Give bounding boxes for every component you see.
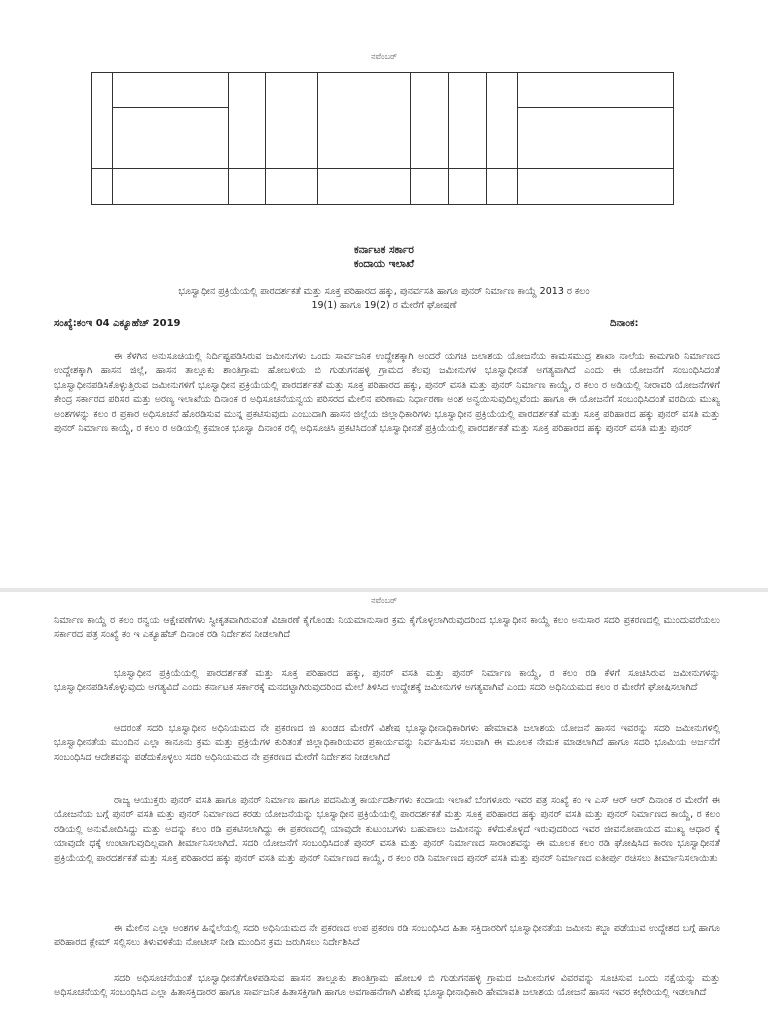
schedule-table — [91, 72, 674, 205]
body-paragraph-text: ರಾಜ್ಯ ಆಯುಕ್ತರು ಪುನರ್ ವಸತಿ ಹಾಗೂ ಪುನರ್ ನಿರ್ಮಾಣ ಹಾಗೂ ಪದನಿಮಿತ್ತ ಕಾರ್ಯದರ್ಶಿಗಳು ಕಂದಾಯ ಇಲಾಖೆ ಬೆಂಗಳೂರು ಇವರ ಪತ್ರ ಸಂಖ್ಯೆ ಕಂ ಇ ಎಸ್ ಆರ್ ಆರ್ ದಿನಾಂಕ ರ ಮೇರೆಗೆ ಈ ಯೋಜನೆಯ ಬಗ್ಗೆ ಪುನರ್ ವಸತಿ ಮತ್ತು ಪುನರ್ ನಿರ್ಮಾಣದ ಕರಡು ಯೋಜನೆಯನ್ನು ಭೂಸ್ವಾಧೀನ ಪ್ರಕ್ರಿಯೆಯಲ್ಲಿ ಪಾರದರ್ಶಕತೆ ಮತ್ತು ಸೂಕ್ತ ಪರಿಹಾರದ ಹಕ್ಕು ಪುನರ್ ವಸತಿ ಮತ್ತು ಪುನರ್ ನಿರ್ಮಾಣದ ಕಾಯ್ದೆ, ರ ಕಲಂ ರಡಿಯಲ್ಲಿ ಅನುಮೋದಿಸಿದ್ದು ಮತ್ತು ಅದನ್ನು ಕಲಂ ರಡಿ ಪ್ರಕಟಿಸಲಾಗಿದ್ದು ಈ ಪ್ರಕರಣದಲ್ಲಿ ಯಾವುದೇ ಕುಟುಂಬಗಳು ಬಹುಪಾಲು ಜಮೀನನ್ನು ಕಳೆದುಕೊಳ್ಳದೆ ಇರುವುದರಿಂದ ಇವರ ಜೀವನೋಪಾಯದ ಮುಖ್ಯ ಆಧಾರ ಕ್ಕೆ ಯಾವುದೇ ಧಕ್ಕೆ ಉಂಟಾಗುವುದಿಲ್ಲವಾಗಿ ತೀರ್ಮಾನಿಸಲಾಗಿದೆ. ಸದರಿ ಯೋಜನೆಗೆ ಸಂಬಂಧಿಸಿದಂತೆ ಪುನರ್ ವಸತಿ ಮತ್ತು ಪುನರ್ ನಿರ್ಮಾಣದ ಸಾರಾಂಶವನ್ನು ಈ ಮೂಲಕ ಕಲಂ ರಡಿ ಘೋಷಿಸಿದ ಕಾರಣ ಭೂಸ್ವಾಧೀನತೆ ಪ್ರಕ್ರಿಯೆಯಲ್ಲಿ ಪಾರದರ್ಶಕತೆ ಮತ್ತು ಸೂಕ್ತ ಪರಿಹಾರದ ಹಕ್ಕು ಪುನರ್ ವಸತಿ ಮತ್ತು ಪುನರ್ ನಿರ್ಮಾಣದ ಕಾಯ್ದೆ, ರ ಕಲಂ ರಡಿ ನಿರ್ಮಾಣದ ಪುನರ್ ವಸತಿ ಮತ್ತು ಪುನರ್ ನಿರ್ಮಾಣದ ಐತೀರ್ಪು ರಚಿಸಲು ತೀರ್ಮಾನಿಸಲಾಯಿತು — [54, 795, 720, 864]
page-header: ನವೆಂಬರ್ — [371, 596, 397, 605]
table-divider — [112, 107, 228, 108]
body-paragraph-text: ಭೂಸ್ವಾಧೀನ ಪ್ರಕ್ರಿಯೆಯಲ್ಲಿ ಪಾರದರ್ಶಕತೆ ಮತ್ತು ಸೂಕ್ತ ಪರಿಹಾರದ ಹಕ್ಕು, ಪುನರ್ ವಸತಿ ಮತ್ತು ಪುನರ್ ನಿರ್ಮಾಣ ಕಾಯ್ದೆ, ರ ಕಲಂ ರಡಿ ಕೆಳಗೆ ಸೂಚಿಸಿರುವ ಜಮೀನುಗಳನ್ನು ಭೂಸ್ವಾಧೀನಪಡಿಸಿಕೊಳ್ಳುವುದು ಅಗತ್ಯವಿದೆ ಎಂದು ಕರ್ನಾಟಕ ಸರ್ಕಾರಕ್ಕೆ ಮನದಟ್ಟಾಗಿರುವುದರಿಂದ ಮೇಲೆ ತಿಳಿಸಿದ ಉದ್ದೇಶಕ್ಕೆ ಜಮೀನುಗಳ ಅಗತ್ಯವಾಗಿವೆ ಎಂದು ಸದರಿ ಅಧಿನಿಯಮದ ಕಲಂ ರ ಮೇರೆಗೆ ಘೋಷಿಸಲಾಗಿದೆ — [54, 668, 720, 694]
body-paragraph — [54, 922, 720, 951]
table-divider — [265, 73, 266, 204]
table-divider — [92, 168, 673, 169]
body-paragraph — [54, 350, 720, 436]
notification-subtitle-line2: 19(1) ಹಾಗೂ 19(2) ರ ಮೇರೆಗೆ ಘೋಷಣೆ — [311, 300, 457, 311]
body-paragraph-text: ಈ ಕೆಳಗಿನ ಅನುಸೂಚಿಯಲ್ಲಿ ನಿರ್ದಿಷ್ಟಪಡಿಸಿರುವ ಜಮೀನುಗಳು ಒಂದು ಸಾರ್ವಜನಿಕ ಉದ್ದೇಶಕ್ಕಾಗಿ ಅಂದರೆ ಯಗಚಿ ಜಲಾಶಯ ಯೋಜನೆಯ ಕಾಮಸಮುದ್ರ ಶಾಖಾ ನಾಲೆಯ ಕಾಮಗಾರಿ ನಿರ್ಮಾಣದ ಉದ್ದೇಶಕ್ಕಾಗಿ ಹಾಸನ ಜಿಲ್ಲೆ, ಹಾಸನ ತಾಲ್ಲೂಕು ಶಾಂತಿಗ್ರಾಮ ಹೋಬಳಿಯ ಬಿ ಗುಡುಗನಹಳ್ಳಿ ಗ್ರಾಮದ ಕೆಲವು ಜಮೀನುಗಳ ಭೂಸ್ವಾಧೀನತೆ ಅಗತ್ಯವಾಗಿದೆ ಎಂದು ಈ ಯೋಜನೆಗೆ ಸಂಬಂಧಿಸಿದಂತೆ ಭೂಸ್ವಾಧೀನಪಡಿಸಿಕೊಳ್ಳುತ್ತಿರುವ ಜಮೀನುಗಳಿಗೆ ಭೂಸ್ವಾಧೀನ ಪ್ರಕ್ರಿಯೆಯಲ್ಲಿ ಪಾರದರ್ಶಕತೆ ಮತ್ತು ಸೂಕ್ತ ಪರಿಹಾರದ ಹಕ್ಕು, ಪುನರ್ ವಸತಿ ಮತ್ತು ಪುನರ್ ನಿರ್ಮಾಣ ಕಾಯ್ದೆ, ರ ಕಲಂ ರ ಅಡಿಯಲ್ಲಿ ನೀರಾವರಿ ಯೋಜನೆಗಳಿಗೆ ಕೇಂದ್ರ ಸರ್ಕಾರದ ಪರಿಸರ ಮತ್ತು ಅರಣ್ಯ ಇಲಾಖೆಯ ದಿನಾಂಕ ರ ಅಧಿಸೂಚನೆಯನ್ವಯ ಪರಿಸರದ ಮೇಲಿನ ಪರಿಣಾಮ ನಿರ್ಧಾರಣಾ ಅಂಶ ಅನ್ವಯಿಸುವುದಿಲ್ಲವೆಂದು ಹಾಗೂ ಈ ಯೋಜನೆಗೆ ಸಂಬಂಧಿಸಿದಂತೆ ವರದಿಯ ಮುಖ್ಯ ಅಂಶಗಳನ್ನು ಕಲಂ ರ ಪ್ರಕಾರ ಅಧಿಸೂಚನೆ ಹೊರಡಿಸುವ ಮುನ್ನ ಪ್ರಕಟಿಸುವುದು ಎಂಬುದಾಗಿ ಹಾಸನ ಜಿಲ್ಲೆಯ ಜಿಲ್ಲಾಧಿಕಾರಿಗಳು ಭೂಸ್ವಾಧೀನ ಪ್ರಕ್ರಿಯೆಯಲ್ಲಿ ಪಾರದರ್ಶಕತೆ ಮತ್ತು ಸೂಕ್ತ ಪರಿಹಾರದ ಹಕ್ಕು ಪುನರ್ ವಸತಿ ಮತ್ತು ಪುನರ್ ನಿರ್ಮಾಣ ಕಾಯ್ದೆ, ರ ಕಲಂ ರ ಅಡಿಯಲ್ಲಿ ಕ್ರಮಾಂಕ ಭೂಸ್ವಾ ದಿನಾಂಕ ರಲ್ಲಿ ಅಧಿಸೂಚಿಸಿ ಪ್ರಕಟಿಸಿದಂತೆ ಭೂಸ್ವಾಧೀನತೆ ಪ್ರಕ್ರಿಯೆಯಲ್ಲಿ ಪಾರದರ್ಶಕತೆ ಮತ್ತು ಸೂಕ್ತ ಪರಿಹಾರದ ಹಕ್ಕು ಪುನರ್ ವಸತಿ ಮತ್ತು ಪುನರ್ — [54, 351, 720, 435]
body-paragraph-text: ಈ ಮೇಲಿನ ಎಲ್ಲಾ ಅಂಶಗಳ ಹಿನ್ನೆಲೆಯಲ್ಲಿ ಸದರಿ ಅಧಿನಿಯಮದ ನೇ ಪ್ರಕರಣದ ಉಪ ಪ್ರಕರಣ ರಡಿ ಸಂಬಂಧಿಸಿದ ಹಿತಾ ಸಕ್ತಿದಾರರಿಗೆ ಭೂಸ್ವಾಧೀನತೆಯ ಜಮೀನು ಕಬ್ಜಾ ಪಡೆಯುವ ಉದ್ದೇಶದ ಬಗ್ಗೆ ಹಾಗೂ ಪರಿಹಾರದ ಕ್ಲೇಮ್ ಸಲ್ಲಿಸಲು ತಿಳುವಳಿಕೆಯ ನೋಟೀಸ್ ನೀಡಿ ಮುಂದಿನ ಕ್ರಮ ಜರುಗಿಸಲು ನಿರ್ದೇಶಿಸಿದೆ — [54, 923, 720, 949]
table-divider — [448, 73, 449, 204]
table-divider — [517, 107, 674, 108]
body-paragraph-text: ನಿರ್ಮಾಣ ಕಾಯ್ದೆ ರ ಕಲಂ ರನ್ವಯ ಆಕ್ಷೇಪಣೆಗಳು ಸ್ವೀಕೃತವಾಗಿರುವಂತೆ ವಿಚಾರಣೆ ಕೈಗೊಂಡು ನಿಯಮಾನುಸಾರ ಕ್ರಮ ಕೈಗೊಳ್ಳಲಾಗಿರುವುದರಿಂದ ಭೂಸ್ವಾಧೀನ ಕಾಯ್ದೆ ಕಲಂ ಅನುಸಾರ ಸದರಿ ಪ್ರಕರಣದಲ್ಲಿ ಮುಂದುವರೆಯಲು ಸರ್ಕಾರದ ಪತ್ರ ಸಂಖ್ಯೆ ಕಂ ಇ ಎಕ್ಯೂಹೆಚ್ ದಿನಾಂಕ ರಡಿ ನಿರ್ದೇಶನ ನೀಡಲಾಗಿದೆ — [54, 615, 720, 641]
department-title: ಕಂದಾಯ ಇಲಾಖೆ — [353, 258, 415, 270]
body-paragraph — [54, 794, 720, 866]
table-divider — [317, 73, 318, 204]
date-label: ದಿನಾಂಕ: — [610, 318, 639, 329]
body-paragraph — [54, 614, 720, 643]
page-header: ನವೆಂಬರ್ — [371, 52, 397, 61]
body-paragraph — [54, 667, 720, 696]
table-divider — [410, 73, 411, 204]
body-paragraph-text: ಆದರಂತೆ ಸದರಿ ಭೂಸ್ವಾಧೀನ ಅಧಿನಿಯಮದ ನೇ ಪ್ರಕರಣದ ಜಿ ಖಂಡದ ಮೇರೆಗೆ ವಿಶೇಷ ಭೂಸ್ವಾಧೀನಾಧಿಕಾರಿಗಳು ಹೇಮಾವತಿ ಜಲಾಶಯ ಯೋಜನೆ ಹಾಸನ ಇವರನ್ನು ಸದರಿ ಜಮೀನುಗಳಲ್ಲಿ ಭೂಸ್ವಾಧೀನತೆಯ ಮುಂದಿನ ಎಲ್ಲಾ ಕಾನೂನು ಕ್ರಮ ಮತ್ತು ಪ್ರಕ್ರಿಯೆಗಳ ಕುರಿತಂತೆ ಜಿಲ್ಲಾಧಿಕಾರಿಯವರ ಪ್ರಕಾರ್ಯವನ್ನು ನಿರ್ವಹಿಸುವ ಸಲುವಾಗಿ ಈ ಮೂಲಕ ನೇಮಕ ಮಾಡಲಾಗಿದೆ ಹಾಗೂ ಸದರಿ ಭೂಮಿಯ ಅರ್ಜನೆಗೆ ಸಂಬಂಧಿಸಿದ ಆದೇಶವನ್ನು ಪಡೆದುಕೊಳ್ಳಲು ಸದರಿ ಅಧಿನಿಯಮದ ನೇ ಪ್ರಕರಣದ ಮೇರೆಗೆ ನಿರ್ದೇಶನ ನೀಡಲಾಗಿದೆ — [54, 723, 720, 763]
body-paragraph-text: ಸದರಿ ಅಧಿಸೂಚನೆಯಂತೆ ಭೂಸ್ವಾಧೀನತೆಗೊಳಪಡಿಸುವ ಹಾಸನ ತಾಲ್ಲೂಕು ಶಾಂತಿಗ್ರಾಮ ಹೋಬಳಿ ಬಿ ಗುಡುಗನಹಳ್ಳಿ ಗ್ರಾಮದ ಜಮೀನುಗಳ ವಿವರವನ್ನು ಸೂಚಿಸುವ ಒಂದು ನಕ್ಷೆಯನ್ನು ಮತ್ತು ಅಧಿಸೂಚನೆಯಲ್ಲಿ ಸಂಬಂಧಿಸಿದ ಎಲ್ಲಾ ಹಿತಾಸಕ್ತಿದಾರರ ಹಾಗೂ ಸಾರ್ವಜನಿಕ ಹಿತಾಸಕ್ತಿಗಾಗಿ ಹಾಗೂ ಅವಗಾಹನೆಗಾಗಿ ವಿಶೇಷ ಭೂಸ್ವಾಧೀನಾಧಿಕಾರಿ ಹೇಮಾವತಿ ಜಲಾಶಯ ಯೋಜನೆ ಹಾಸನ ಇವರ ಕಛೇರಿಯಲ್ಲಿ ಇಡಲಾಗಿದೆ — [54, 973, 720, 999]
document-page-2 — [0, 592, 768, 1024]
body-paragraph — [54, 722, 720, 765]
table-divider — [486, 73, 487, 204]
table-divider — [112, 73, 113, 204]
table-divider — [228, 73, 229, 204]
table-divider — [517, 73, 518, 204]
body-paragraph — [54, 972, 720, 1001]
government-title: ಕರ್ನಾಟಕ ಸರ್ಕಾರ — [354, 244, 414, 256]
reference-number: ಸಂಖ್ಯೆ:ಕಂಇ 04 ಎಕ್ಯೂಹೆಚ್ 2019 — [54, 318, 181, 329]
notification-subtitle-line1: ಭೂಸ್ವಾಧೀನ ಪ್ರಕ್ರಿಯೆಯಲ್ಲಿ ಪಾರದರ್ಶಕತೆ ಮತ್ತು ಸೂಕ್ತ ಪರಿಹಾರದ ಹಕ್ಕು, ಪುನರ್ವಸತಿ ಹಾಗೂ ಪುನರ್ ನಿರ್ಮಾಣ ಕಾಯ್ದೆ 2013 ರ ಕಲಂ — [178, 286, 590, 297]
